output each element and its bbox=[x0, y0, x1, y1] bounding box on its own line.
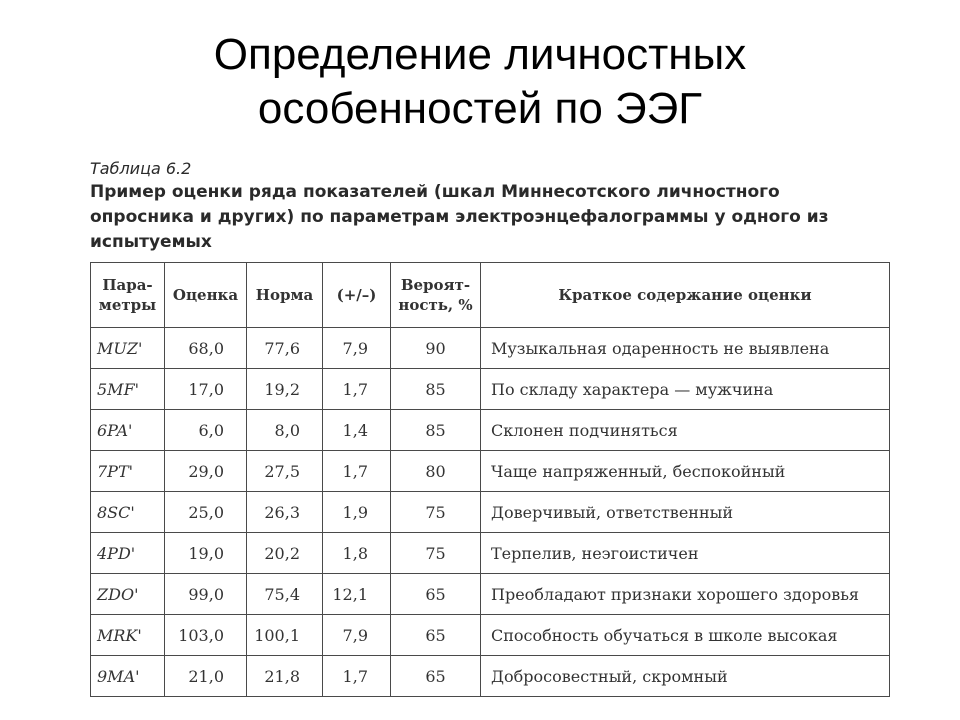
cell-norm: 26,3 bbox=[247, 492, 323, 533]
table-row bbox=[91, 369, 890, 410]
cell-param: 7PT' bbox=[91, 451, 165, 492]
cell-description: Терпелив, неэгоистичен bbox=[481, 533, 890, 574]
cell-probability: 75 bbox=[391, 533, 481, 574]
cell-description: Музыкальная одаренность не выявлена bbox=[481, 328, 890, 369]
cell-score: 99,0 bbox=[165, 574, 247, 615]
cell-probability: 65 bbox=[391, 656, 481, 697]
cell-description: Чаще напряженный, беспокойный bbox=[481, 451, 890, 492]
table-row bbox=[91, 451, 890, 492]
cell-probability: 65 bbox=[391, 574, 481, 615]
cell-deviation: 1,7 bbox=[323, 369, 391, 410]
header-description: Краткое содержание оценки bbox=[481, 263, 890, 328]
table-row bbox=[91, 328, 890, 369]
header-deviation: (+/–) bbox=[323, 263, 391, 328]
slide-title-line-1: Определение личностных bbox=[213, 30, 747, 79]
cell-score: 68,0 bbox=[165, 328, 247, 369]
cell-norm: 100,1 bbox=[247, 615, 323, 656]
header-norm: Норма bbox=[247, 263, 323, 328]
cell-deviation: 1,7 bbox=[323, 656, 391, 697]
cell-description: Добросовестный, скромный bbox=[481, 656, 890, 697]
cell-norm: 8,0 bbox=[247, 410, 323, 451]
cell-param: 6PA' bbox=[91, 410, 165, 451]
cell-score: 29,0 bbox=[165, 451, 247, 492]
cell-score: 103,0 bbox=[165, 615, 247, 656]
cell-param: 5MF' bbox=[91, 369, 165, 410]
cell-norm: 27,5 bbox=[247, 451, 323, 492]
table-row bbox=[91, 615, 890, 656]
cell-norm: 19,2 bbox=[247, 369, 323, 410]
cell-param: 8SC' bbox=[91, 492, 165, 533]
cell-param: ZDO' bbox=[91, 574, 165, 615]
table-row bbox=[91, 410, 890, 451]
cell-score: 25,0 bbox=[165, 492, 247, 533]
cell-probability: 75 bbox=[391, 492, 481, 533]
cell-norm: 21,8 bbox=[247, 656, 323, 697]
cell-score: 19,0 bbox=[165, 533, 247, 574]
cell-deviation: 1,8 bbox=[323, 533, 391, 574]
header-params: Пара-метры bbox=[91, 263, 165, 328]
table-body bbox=[91, 328, 890, 697]
cell-description: Способность обучаться в школе высокая bbox=[481, 615, 890, 656]
cell-deviation: 7,9 bbox=[323, 615, 391, 656]
cell-description: Склонен подчиняться bbox=[481, 410, 890, 451]
cell-norm: 77,6 bbox=[247, 328, 323, 369]
header-probability: Вероят-ность, % bbox=[391, 263, 481, 328]
table-row bbox=[91, 492, 890, 533]
cell-description: По складу характера — мужчина bbox=[481, 369, 890, 410]
cell-probability: 65 bbox=[391, 615, 481, 656]
cell-param: MUZ' bbox=[91, 328, 165, 369]
table-row bbox=[91, 574, 890, 615]
cell-norm: 20,2 bbox=[247, 533, 323, 574]
cell-deviation: 7,9 bbox=[323, 328, 391, 369]
header-score: Оценка bbox=[165, 263, 247, 328]
table-caption bbox=[90, 158, 870, 255]
cell-deviation: 1,9 bbox=[323, 492, 391, 533]
cell-description: Преобладают признаки хорошего здоровья bbox=[481, 574, 890, 615]
cell-norm: 75,4 bbox=[247, 574, 323, 615]
cell-param: 9MA' bbox=[91, 656, 165, 697]
cell-param: 4PD' bbox=[91, 533, 165, 574]
cell-deviation: 1,7 bbox=[323, 451, 391, 492]
cell-score: 6,0 bbox=[165, 410, 247, 451]
cell-deviation: 1,4 bbox=[323, 410, 391, 451]
cell-score: 17,0 bbox=[165, 369, 247, 410]
cell-description: Доверчивый, ответственный bbox=[481, 492, 890, 533]
cell-score: 21,0 bbox=[165, 656, 247, 697]
table-number: Таблица 6.2 bbox=[90, 159, 192, 178]
cell-param: MRK' bbox=[91, 615, 165, 656]
table-row bbox=[91, 533, 890, 574]
slide-title bbox=[0, 28, 960, 136]
table-header-row bbox=[91, 263, 890, 328]
cell-probability: 85 bbox=[391, 410, 481, 451]
cell-deviation: 12,1 bbox=[323, 574, 391, 615]
cell-probability: 90 bbox=[391, 328, 481, 369]
slide-title-line-2: особенностей по ЭЭГ bbox=[257, 84, 703, 133]
cell-probability: 80 bbox=[391, 451, 481, 492]
table-row bbox=[91, 656, 890, 697]
cell-probability: 85 bbox=[391, 369, 481, 410]
eeg-results-table bbox=[90, 262, 890, 697]
table-description: Пример оценки ряда показателей (шкал Миннесотского личностного опросника и других) по параметрам электроэнцефалограммы у одного из испытуемых bbox=[90, 182, 829, 252]
